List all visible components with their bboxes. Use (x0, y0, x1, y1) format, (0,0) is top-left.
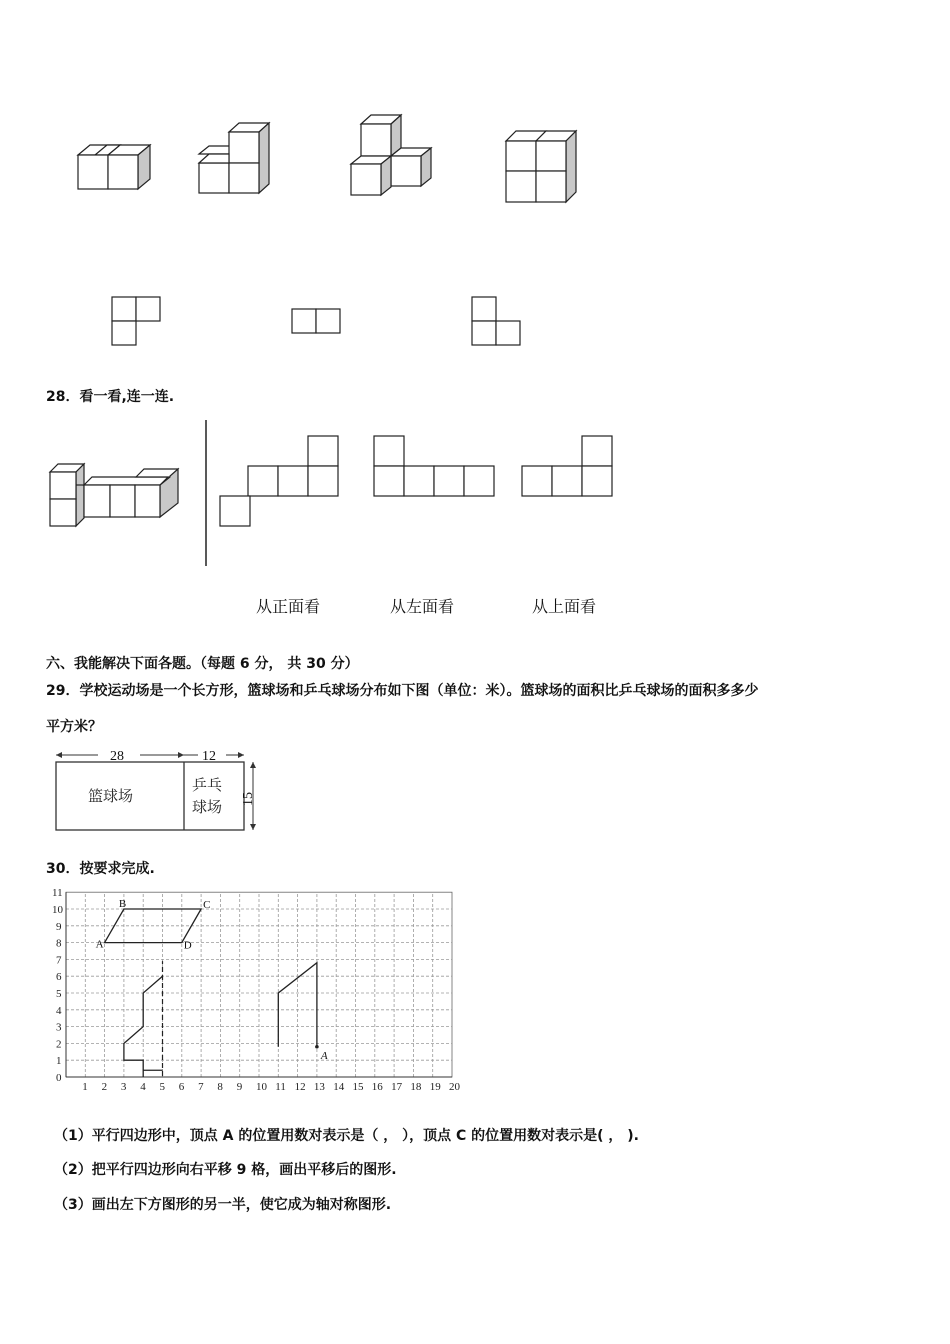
x-tick-label: 18 (410, 1081, 422, 1093)
label-front-view: 从正面看 (256, 597, 321, 616)
q30-sub1: （1）平行四边形中，顶点 A 的位置用数对表示是（ ， ），顶点 C 的位置用数对表示是( ， ). (54, 1128, 639, 1144)
y-tick-label: 3 (56, 1021, 62, 1034)
q28-view-c (520, 434, 616, 498)
x-tick-label: 17 (391, 1081, 403, 1093)
dim-pingpong-width: 12 (202, 749, 216, 764)
q29-field-diagram (50, 744, 270, 836)
vertex-d-label: D (183, 939, 192, 952)
vertex-a-label: A (95, 938, 104, 951)
q28-solid-figure (44, 460, 189, 530)
q29-line1: 29．学校运动场是一个长方形，篮球场和乒乓球场分布如下图（单位：米）。篮球场的面积比乒乓球场的面积多多少 (46, 683, 759, 699)
vertex-b-label: B (118, 898, 127, 910)
y-tick-label: 11 (52, 887, 63, 900)
section6-title: 六、我能解决下面各题。（每题 6 分， 共 30 分） (46, 656, 359, 672)
y-tick-label: 7 (56, 954, 62, 967)
cube-figure-1 (70, 135, 160, 195)
cube-figure-3 (345, 112, 440, 202)
x-tick-label: 7 (198, 1081, 204, 1093)
dim-basketball-width: 28 (110, 749, 124, 764)
y-tick-label: 4 (56, 1004, 62, 1017)
x-tick-label: 6 (178, 1081, 185, 1093)
y-tick-label: 8 (56, 937, 62, 950)
view-shape-1 (110, 295, 165, 347)
q29-line2: 平方米？ (46, 719, 102, 735)
x-tick-label: 3 (120, 1081, 127, 1093)
q28-view-b (372, 434, 498, 498)
vertex-c-label: C (203, 899, 211, 911)
dim-height: 15 (241, 792, 256, 806)
coordinate-grid (46, 885, 466, 1095)
x-tick-label: 14 (333, 1081, 345, 1093)
x-tick-label: 4 (140, 1081, 146, 1093)
label-basketball: 篮球场 (88, 787, 134, 805)
x-tick-label: 9 (236, 1081, 243, 1093)
x-tick-label: 1 (82, 1081, 88, 1093)
q28-title: 28．看一看,连一连. (46, 389, 175, 405)
view-shape-3 (470, 295, 525, 347)
x-tick-label: 20 (449, 1081, 460, 1093)
cube-figure-4 (500, 125, 585, 210)
q28-divider (204, 420, 208, 566)
q28-view-a (218, 434, 343, 528)
x-tick-label: 5 (159, 1081, 165, 1093)
label-pingpong-2: 球场 (192, 798, 223, 816)
y-tick-label: 1 (56, 1055, 62, 1068)
point-a2-label: A (320, 1049, 328, 1062)
q30-sub3: （3）画出左下方图形的另一半，使它成为轴对称图形. (54, 1197, 392, 1213)
y-tick-label: 6 (56, 971, 62, 984)
x-tick-label: 2 (101, 1081, 108, 1093)
view-shape-2 (290, 307, 345, 337)
x-tick-label: 11 (275, 1081, 286, 1093)
q30-title: 30．按要求完成. (46, 861, 155, 877)
point-a2-dot (315, 1045, 319, 1049)
y-tick-label: 10 (52, 904, 63, 916)
label-left-view: 从左面看 (390, 597, 455, 616)
x-tick-label: 10 (256, 1081, 267, 1093)
x-tick-label: 19 (429, 1081, 441, 1093)
label-pingpong-1: 乒乓 (192, 776, 223, 794)
y-tick-label: 0 (56, 1072, 62, 1084)
y-tick-label: 5 (56, 988, 62, 1000)
x-tick-label: 15 (352, 1081, 364, 1093)
x-tick-label: 8 (217, 1081, 223, 1093)
x-tick-label: 12 (294, 1081, 306, 1093)
q30-sub2: （2）把平行四边形向右平移 9 格，画出平移后的图形. (54, 1162, 397, 1178)
label-top-view: 从上面看 (532, 597, 597, 616)
y-tick-label: 2 (56, 1038, 62, 1051)
x-tick-label: 16 (371, 1081, 383, 1093)
x-tick-label: 13 (313, 1081, 325, 1093)
y-tick-label: 9 (56, 920, 62, 933)
cube-figure-2 (195, 120, 285, 200)
